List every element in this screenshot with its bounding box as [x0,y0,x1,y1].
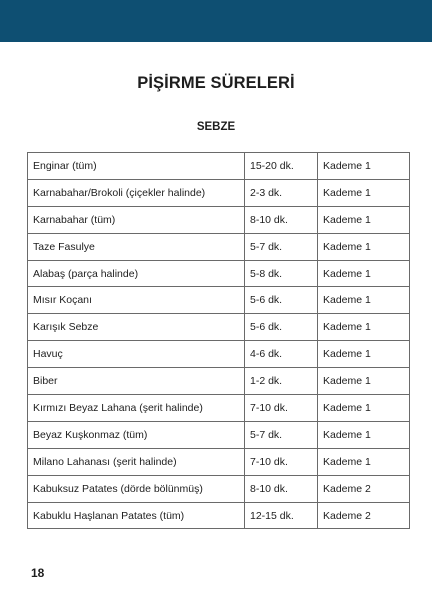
page-title: PİŞİRME SÜRELERİ [137,74,295,92]
table-row [28,421,410,448]
level-cell: Kademe 1 [318,421,410,448]
food-cell: Biber [28,368,245,395]
header-band [0,0,432,42]
food-cell: Mısır Koçanı [28,287,245,314]
cooking-times-table [27,152,410,529]
table-row [28,475,410,502]
level-cell: Kademe 1 [318,153,410,180]
table-row [28,206,410,233]
level-cell: Kademe 1 [318,341,410,368]
page-number: 18 [31,566,45,580]
food-cell: Kırmızı Beyaz Lahana (şerit halinde) [28,395,245,422]
level-cell: Kademe 1 [318,368,410,395]
time-cell: 8-10 dk. [245,206,318,233]
time-cell: 5-6 dk. [245,314,318,341]
food-cell: Taze Fasulye [28,233,245,260]
level-cell: Kademe 1 [318,260,410,287]
time-cell: 8-10 dk. [245,475,318,502]
food-cell: Enginar (tüm) [28,153,245,180]
food-cell: Karnabahar/Brokoli (çiçekler halinde) [28,179,245,206]
level-cell: Kademe 2 [318,502,410,529]
table-row [28,502,410,529]
level-cell: Kademe 1 [318,287,410,314]
time-cell: 15-20 dk. [245,153,318,180]
level-cell: Kademe 1 [318,314,410,341]
level-cell: Kademe 1 [318,395,410,422]
table-row [28,260,410,287]
table-row [28,153,410,180]
table-row [28,395,410,422]
table-row [28,314,410,341]
time-cell: 7-10 dk. [245,448,318,475]
time-cell: 4-6 dk. [245,341,318,368]
food-cell: Alabaş (parça halinde) [28,260,245,287]
time-cell: 12-15 dk. [245,502,318,529]
level-cell: Kademe 1 [318,206,410,233]
table-body [28,153,410,529]
food-cell: Beyaz Kuşkonmaz (tüm) [28,421,245,448]
food-cell: Karnabahar (tüm) [28,206,245,233]
level-cell: Kademe 1 [318,179,410,206]
food-cell: Kabuklu Haşlanan Patates (tüm) [28,502,245,529]
time-cell: 5-8 dk. [245,260,318,287]
food-cell: Milano Lahanası (şerit halinde) [28,448,245,475]
food-cell: Kabuksuz Patates (dörde bölünmüş) [28,475,245,502]
food-cell: Havuç [28,341,245,368]
section-title: SEBZE [196,121,236,133]
time-cell: 7-10 dk. [245,395,318,422]
time-cell: 2-3 dk. [245,179,318,206]
table-row [28,448,410,475]
level-cell: Kademe 1 [318,448,410,475]
table-row [28,287,410,314]
time-cell: 1-2 dk. [245,368,318,395]
table-row [28,341,410,368]
time-cell: 5-6 dk. [245,287,318,314]
table-row [28,233,410,260]
level-cell: Kademe 1 [318,233,410,260]
table-row [28,368,410,395]
table-row [28,179,410,206]
food-cell: Karışık Sebze [28,314,245,341]
time-cell: 5-7 dk. [245,421,318,448]
level-cell: Kademe 2 [318,475,410,502]
time-cell: 5-7 dk. [245,233,318,260]
